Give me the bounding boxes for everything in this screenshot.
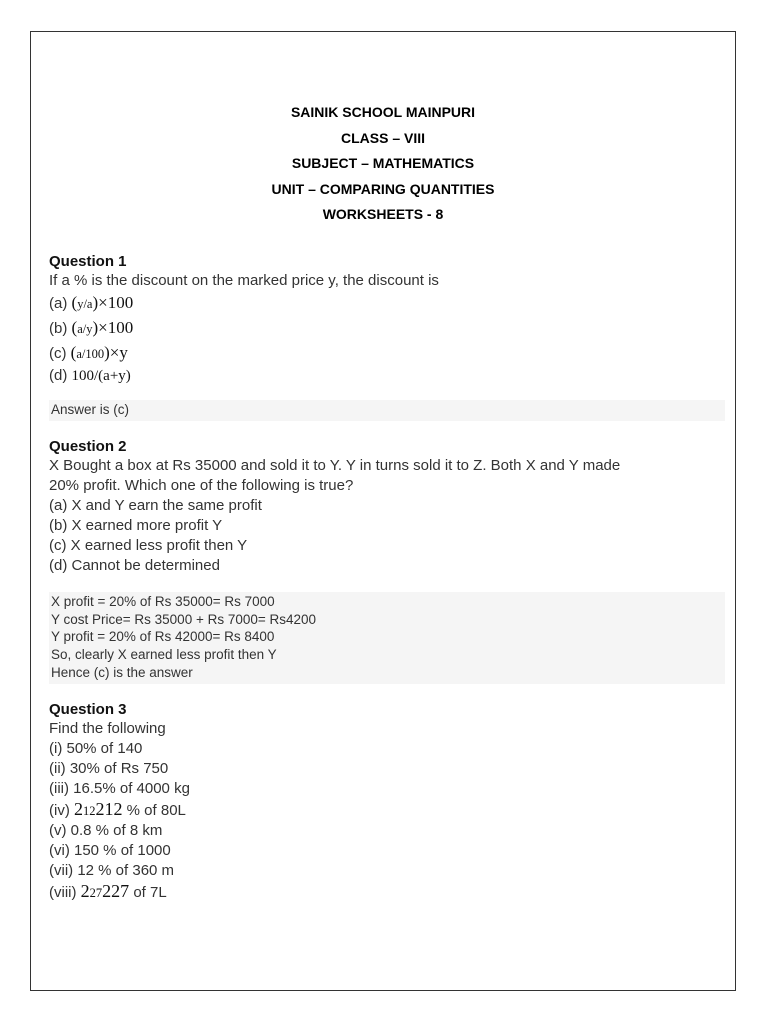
question-1-title: Question 1: [49, 253, 127, 270]
fraction: a/y: [77, 322, 93, 336]
option-label: (d): [49, 367, 68, 384]
operator: ×: [98, 293, 108, 312]
operator: ×: [98, 318, 108, 337]
q1-answer-box: [49, 400, 725, 421]
mixed-whole: 2: [74, 798, 83, 819]
q3-item-vii: (vii) 12 % of 360 m: [49, 861, 175, 879]
school-name: SAINIK SCHOOL MAINPURI: [290, 104, 476, 120]
q3-item-viii: [49, 881, 725, 903]
option-label: (b): [49, 320, 68, 337]
worksheet-page: [30, 31, 736, 991]
unit-label: UNIT – COMPARING QUANTITIES: [271, 180, 495, 197]
paren-close: ): [92, 318, 99, 337]
mixed-fraction: 12: [83, 803, 96, 818]
mixed-value: 227: [102, 880, 130, 901]
option-label: (a): [49, 295, 68, 312]
worksheet-label: WORKSHEETS - 8: [322, 206, 444, 222]
question-2-text-line-2: 20% profit. Which one of the following is true?: [49, 476, 354, 494]
paren-close: ): [92, 293, 99, 312]
option-label: (c): [49, 345, 67, 362]
q1-answer: Answer is (c): [51, 402, 130, 417]
q3-item-v: (v) 0.8 % of 8 km: [49, 821, 163, 839]
q1-option-a: [49, 291, 725, 316]
q1-option-c: [49, 341, 725, 366]
item-label: (iv): [49, 801, 70, 819]
q3-item-i: (i) 50% of 140: [49, 739, 143, 757]
item-label: (viii): [49, 883, 77, 901]
q2-option-c: (c) X earned less profit then Y: [49, 536, 248, 554]
q2-option-a: (a) X and Y earn the same profit: [49, 496, 262, 514]
subject-label: SUBJECT – MATHEMATICS: [291, 155, 475, 171]
mixed-fraction: 27: [89, 885, 103, 900]
worksheet-content: [49, 252, 725, 903]
q2-answer-line: Y profit = 20% of Rs 42000= Rs 8400: [51, 629, 275, 645]
item-tail: % of 80L: [126, 801, 186, 819]
item-tail: of 7L: [133, 883, 167, 901]
q3-item-iv: [49, 799, 725, 821]
paren-open: (: [71, 293, 78, 312]
question-2-title: Question 2: [49, 437, 127, 455]
expression: 100/(a+y): [71, 368, 131, 384]
fraction: y/a: [77, 297, 93, 311]
operator: ×: [109, 343, 120, 362]
q3-item-vi: (vi) 150 % of 1000: [49, 841, 171, 859]
class-label: CLASS – VIII: [340, 129, 426, 146]
question-3-title: Question 3: [49, 700, 127, 718]
multiplier: y: [119, 343, 128, 362]
q3-item-iii: (iii) 16.5% of 4000 kg: [49, 779, 190, 797]
q1-option-b: [49, 316, 725, 341]
q2-option-b: (b) X earned more profit Y: [49, 516, 223, 534]
mixed-whole: 2: [80, 880, 90, 901]
mixed-value: 212: [95, 798, 123, 819]
question-3-text: Find the following: [49, 719, 166, 737]
multiplier: 100: [107, 293, 134, 312]
paren-open: (: [70, 343, 77, 362]
multiplier: 100: [107, 318, 134, 337]
paren-close: ): [104, 343, 110, 362]
worksheet-header: [31, 100, 735, 228]
fraction: a/100: [76, 347, 105, 361]
q3-item-ii: (ii) 30% of Rs 750: [49, 759, 169, 777]
q2-answer-line: Hence (c) is the answer: [51, 664, 193, 680]
q2-answer-line: X profit = 20% of Rs 35000= Rs 7000: [51, 593, 275, 609]
q2-option-d: (d) Cannot be determined: [49, 556, 220, 574]
q2-answer-line: So, clearly X earned less profit then Y: [51, 647, 277, 663]
q2-answer-box: [49, 592, 725, 684]
question-2-text-line-1: X Bought a box at Rs 35000 and sold it to Y. Y in turns sold it to Z. Both X and Y made: [49, 456, 621, 474]
q2-answer-line: Y cost Price= Rs 35000 + Rs 7000= Rs4200: [51, 611, 317, 627]
question-1-text: If a % is the discount on the marked price y, the discount is: [49, 272, 439, 289]
q1-option-d: [49, 366, 725, 386]
paren-open: (: [71, 318, 78, 337]
